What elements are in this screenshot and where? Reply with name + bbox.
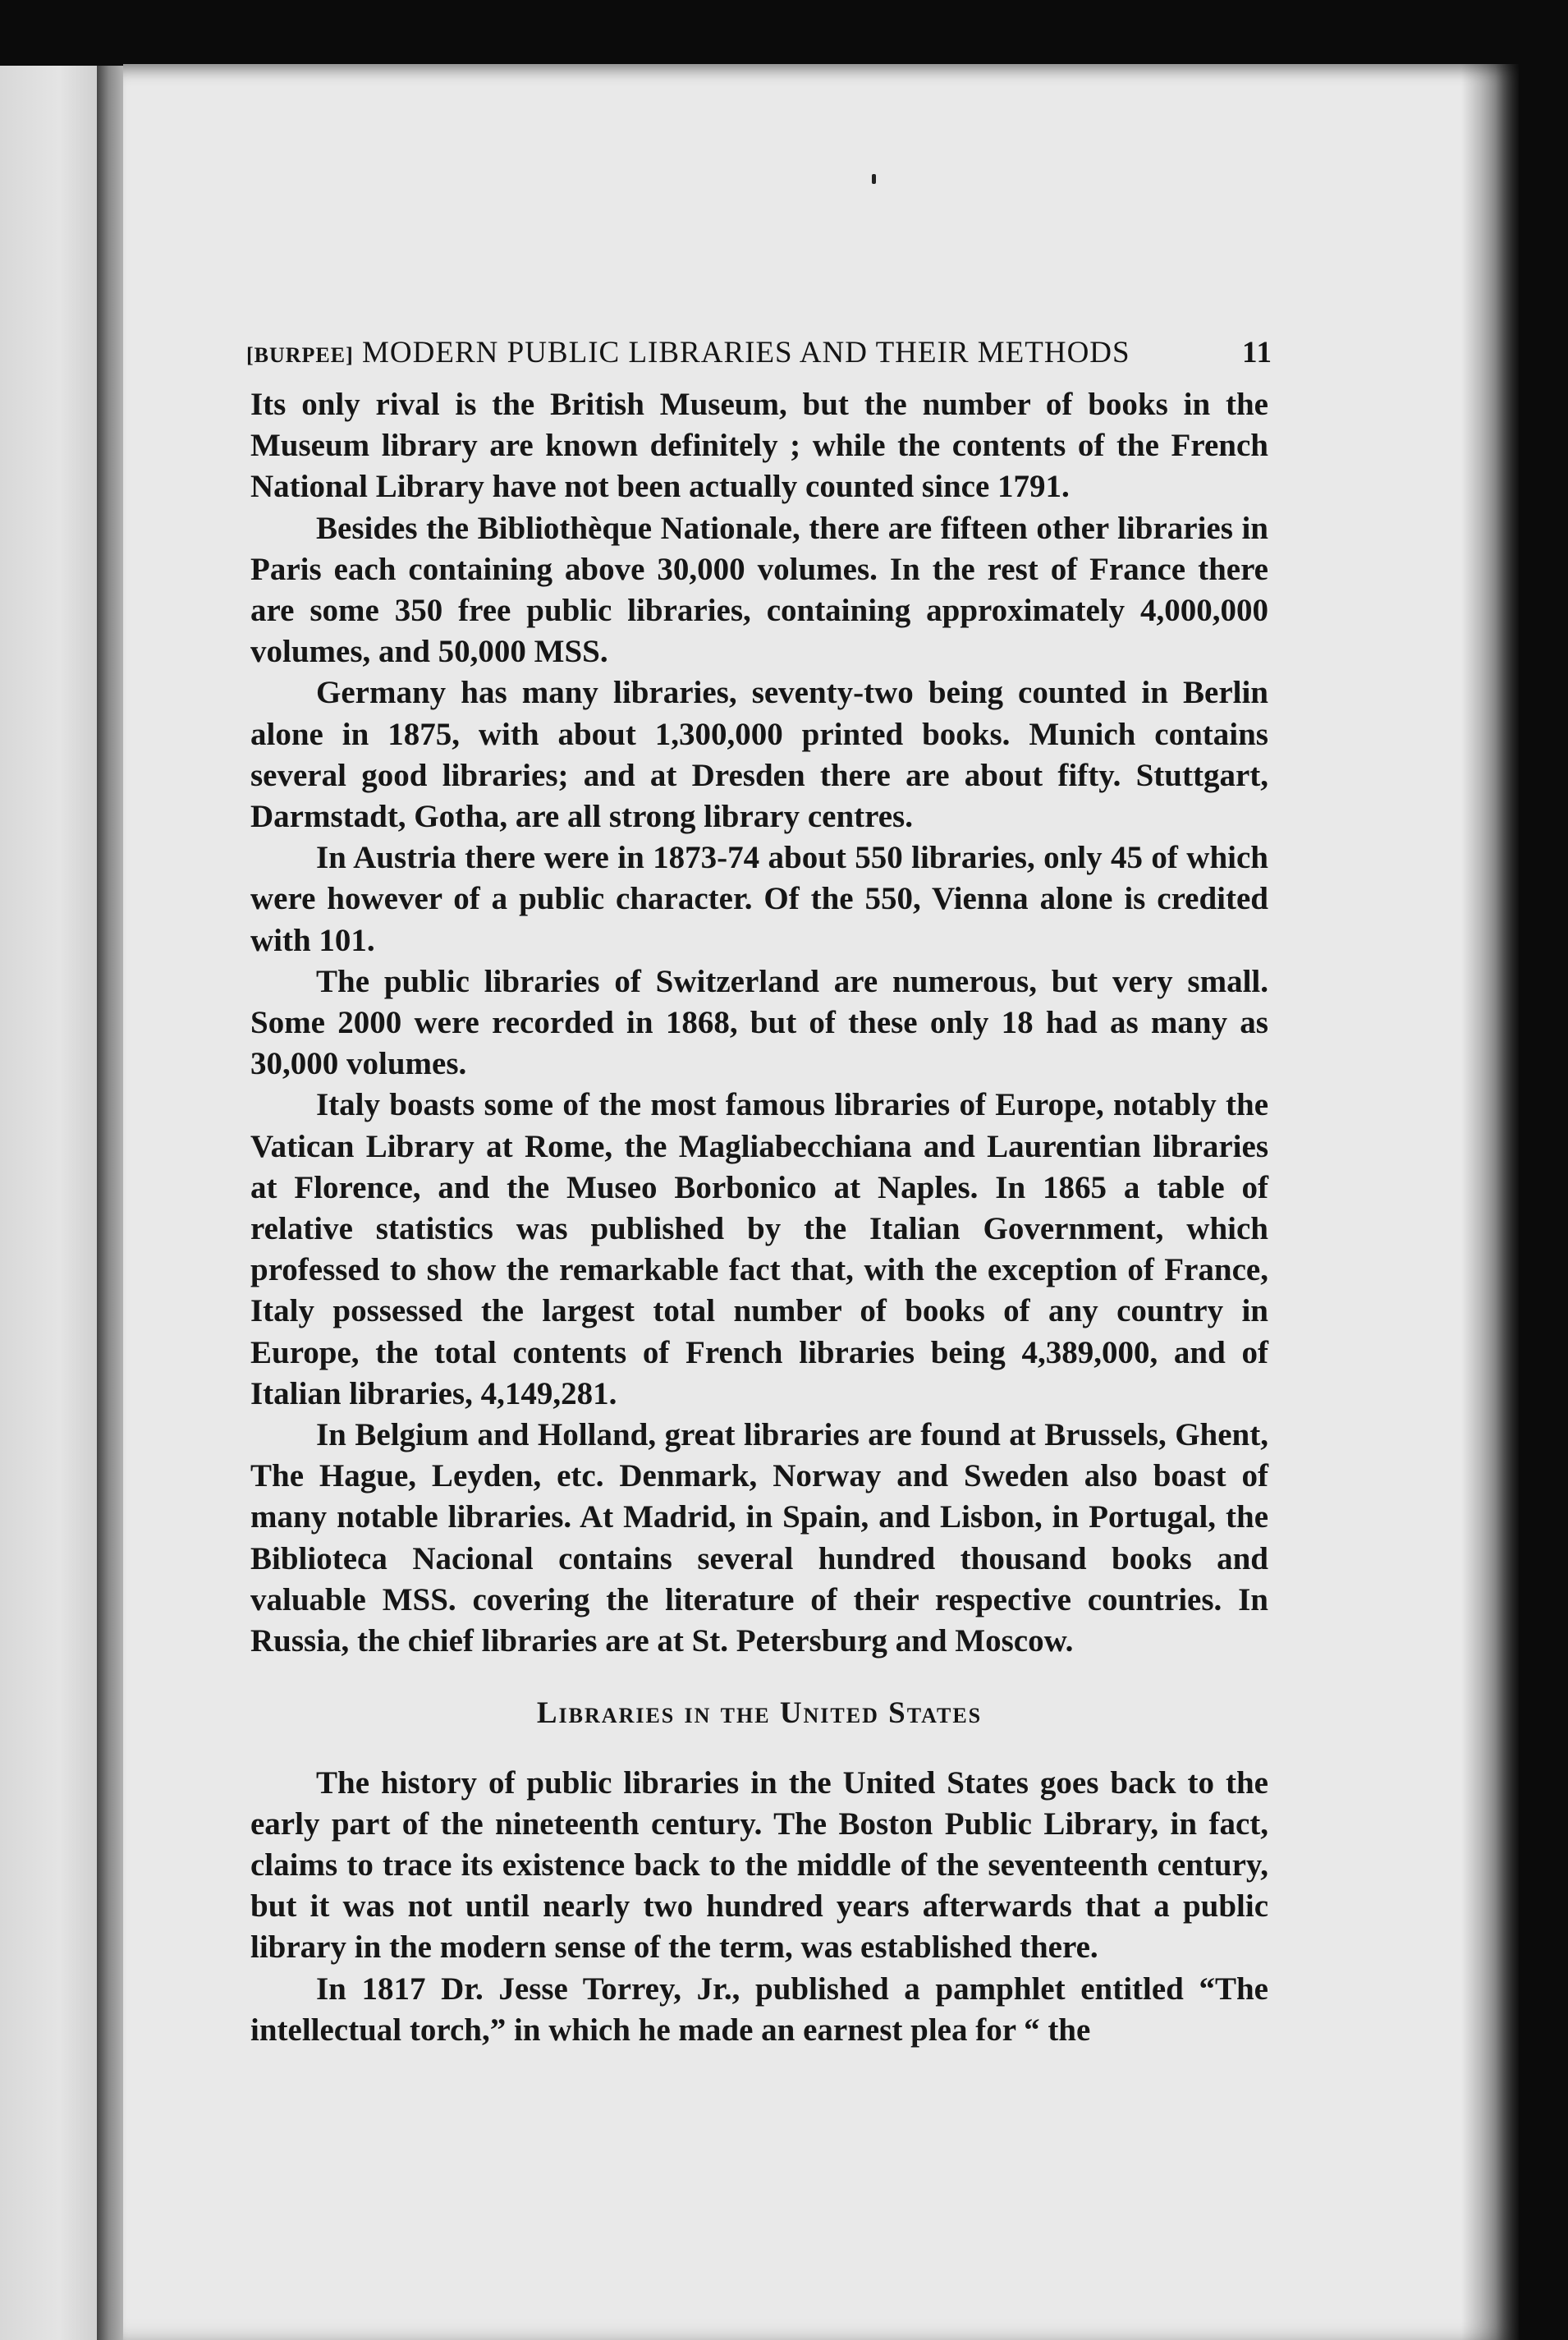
paragraph: Its only rival is the British Museum, but the number of books in the Museum library are known definitely ; while the contents of the French National Library have not been actually counted since 1791. (250, 387, 1268, 505)
paragraph: Germany has many libraries, seventy-two being counted in Berlin alone in 1875, with about 1,300,000 printed books. Munich contains several good libraries; and at Dresden there are about fifty. Stuttgart, Darmstadt, Gotha, are all strong library centres. (250, 675, 1268, 835)
paragraph: The history of public libraries in the United States goes back to the early part of the nineteenth century. The Boston Public Library, in fact, claims to trace its existence back to the middle of the seventeenth century, but it was not until nearly two hundred years afterwards that a public library in the modern sense of the term, was established there. (250, 1764, 1268, 1966)
paragraph: The public libraries of Switzerland are numerous, but very small. Some 2000 were recorded in 1868, but of these only 18 had as many as 30,000 volumes. (250, 963, 1268, 1082)
body-text (250, 384, 1268, 2051)
paragraph: Besides the Bibliothèque Nationale, there are fifteen other libraries in Paris each containing above 30,000 volumes. In the rest of France there are some 350 free public libraries, containing approximately 4,000,000 volumes, and 50,000 MSS. (250, 510, 1268, 670)
page-shadow (1461, 64, 1519, 2340)
facing-page-edge (0, 66, 99, 2340)
paragraph: In Belgium and Holland, great libraries are found at Brussels, Ghent, The Hague, Leyden, etc. Denmark, Norway and Sweden also boast of many notable libraries. At Madrid, in Spain, and Lisbon, in Portugal, the Biblioteca Nacional contains several hundred thousand books and valuable MSS. covering the literature of their respective countries. In Russia, the chief libraries are at St. Petersburg and Moscow. (250, 1417, 1268, 1659)
paragraph: In 1817 Dr. Jesse Torrey, Jr., published a pamphlet entitled “The intellectual torch,” in which he made an earnest plea for “ the (250, 1971, 1268, 2048)
ink-speck (872, 174, 876, 184)
book-gutter (97, 66, 126, 2340)
header-title: MODERN PUBLIC LIBRARIES AND THEIR METHODS (362, 336, 1130, 369)
paragraph: Italy boasts some of the most famous libraries of Europe, notably the Vatican Library at Rome, the Magliabecchiana and Laurentian libraries at Florence, and the Museo Borbonico at Naples. In 1865 a table of relative statistics was published by the Italian Government, which professed to show the remarkable fact that, with the exception of France, Italy possessed the largest total number of books of any country in Europe, the total contents of French libraries being 4,389,000, and of Italian libraries, 4,149,281. (250, 1087, 1268, 1411)
header-author: [BURPEE] (246, 343, 354, 367)
section-heading: Libraries in the United States (536, 1696, 983, 1731)
page-number: 11 (1242, 336, 1272, 369)
paragraph: In Austria there were in 1873-74 about 550 libraries, only 45 of which were however of a public character. Of the 550, Vienna alone is credited with 101. (250, 840, 1268, 958)
